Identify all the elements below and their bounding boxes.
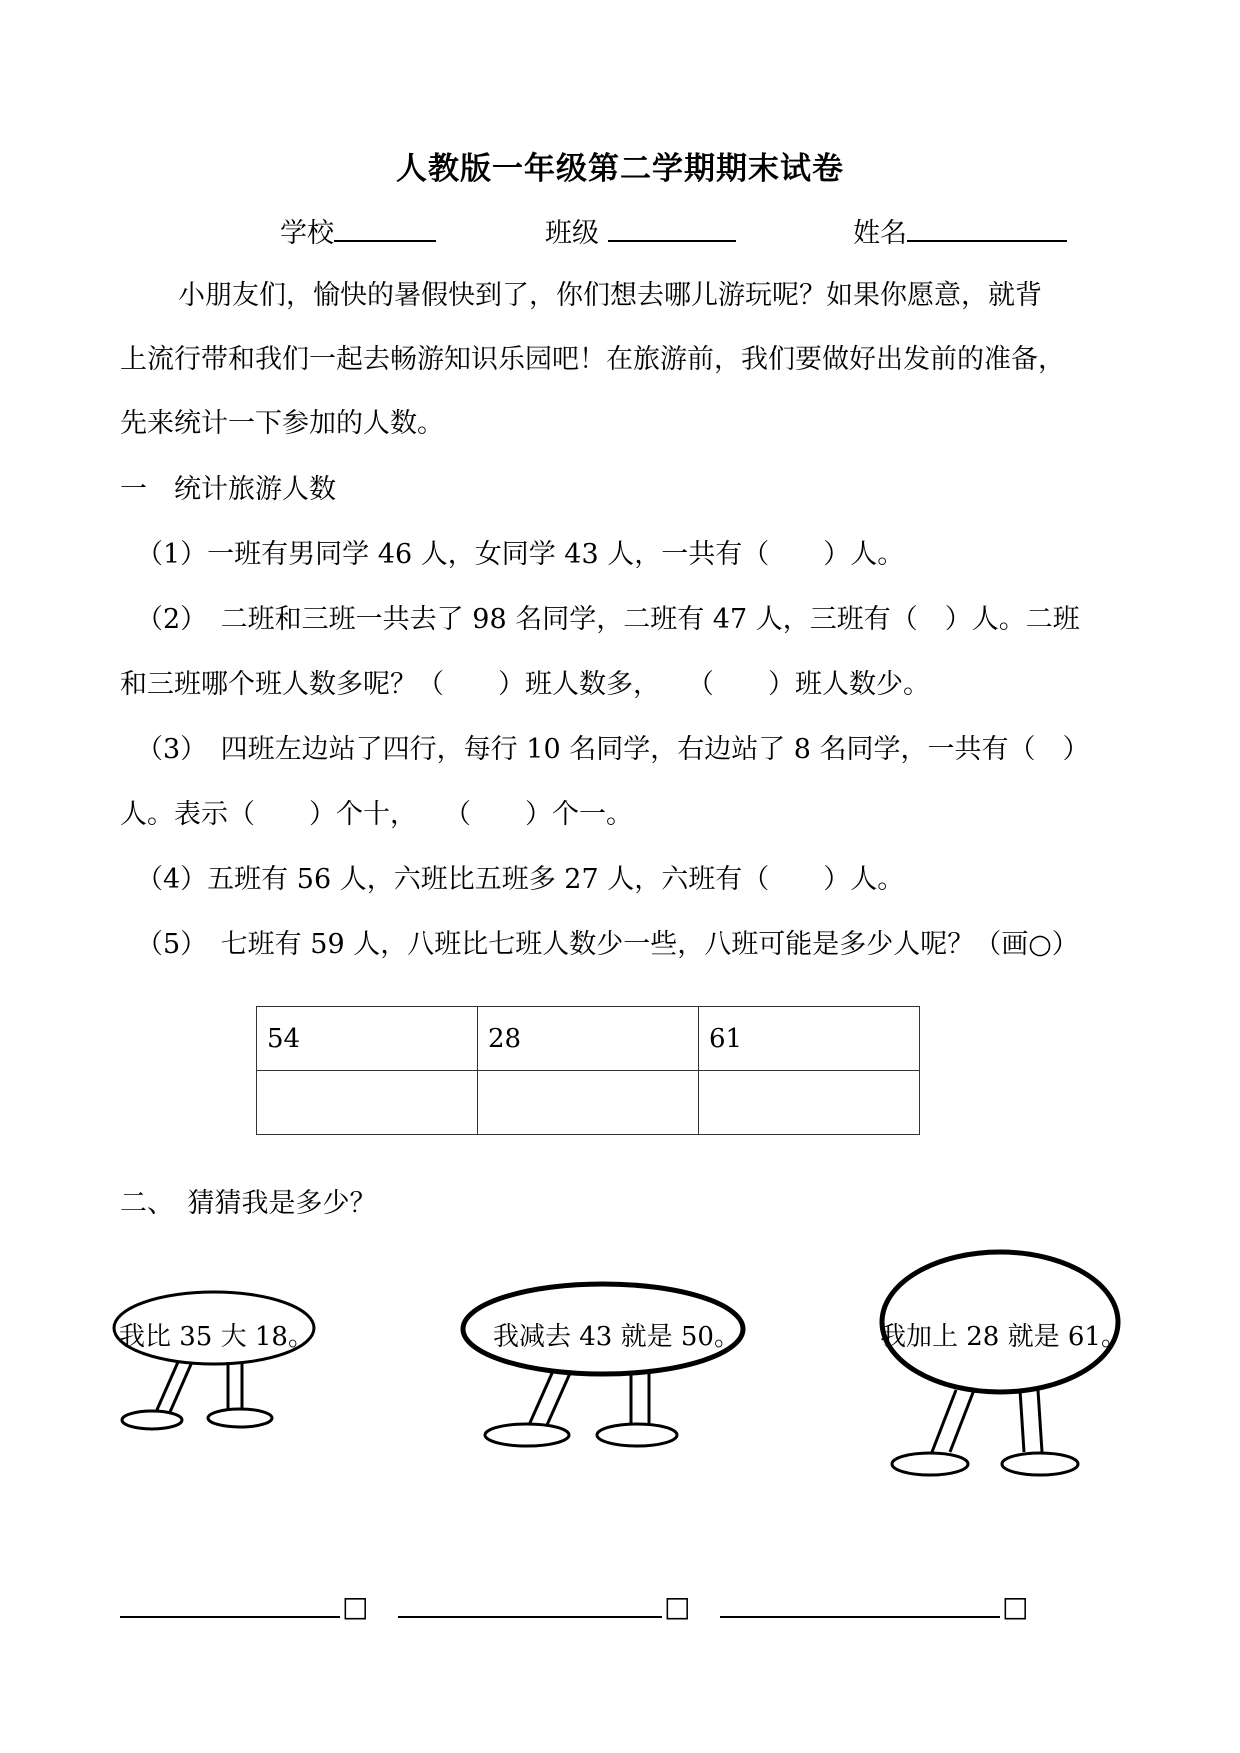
answer-line-2[interactable]: [398, 1616, 662, 1618]
answer-cell[interactable]: [257, 1071, 478, 1135]
option-cell[interactable]: 61: [699, 1007, 920, 1071]
question-2-line-2: 和三班哪个班人数多呢？（ ）班人数多， （ ）班人数少。: [120, 669, 930, 700]
option-cell[interactable]: 28: [478, 1007, 699, 1071]
section1-heading: 一 统计旅游人数: [120, 474, 336, 505]
answer-cell[interactable]: [478, 1071, 699, 1135]
question-3-line-1: （3） 四班左边站了四行，每行 10 名同学，右边站了 8 名同学，一共有（ ）: [136, 734, 1090, 765]
answer-line-3[interactable]: [720, 1616, 1000, 1618]
question-3-line-2: 人。表示（ ）个十， （ ）个一。: [120, 799, 633, 830]
class-label: 班级: [545, 218, 599, 249]
answer-line-1[interactable]: [120, 1616, 340, 1618]
circle-choice-table: [256, 1006, 920, 1135]
answer-box-2[interactable]: □: [664, 1590, 691, 1623]
figure-2-text: 我减去 43 就是 50。: [493, 1322, 740, 1352]
school-label: 学校: [280, 218, 334, 249]
question-4: （4）五班有 56 人，六班比五班多 27 人，六班有（ ）人。: [136, 864, 905, 895]
round-figure-icon: [870, 1240, 1130, 1490]
name-field: [853, 214, 1067, 247]
intro-line-3: 先来统计一下参加的人数。: [120, 408, 444, 439]
intro-line-1: 小朋友们，愉快的暑假快到了，你们想去哪儿游玩呢？如果你愿意，就背: [178, 280, 1042, 311]
round-figure-icon: [100, 1270, 340, 1440]
option-row: [257, 1007, 920, 1071]
name-label: 姓名: [853, 218, 907, 249]
school-blank[interactable]: [334, 214, 436, 242]
figure-1-text: 我比 35 大 18。: [119, 1322, 314, 1352]
school-field: [280, 214, 436, 247]
figure-3-text: 我加上 28 就是 61。: [880, 1322, 1127, 1352]
answer-box-3[interactable]: □: [1002, 1590, 1029, 1623]
page-title: 人教版一年级第二学期期末试卷: [396, 151, 844, 187]
question-1: （1）一班有男同学 46 人，女同学 43 人，一共有（ ）人。: [136, 539, 905, 570]
answer-box-1[interactable]: □: [342, 1590, 369, 1623]
intro-line-2: 上流行带和我们一起去畅游知识乐园吧！在旅游前，我们要做好出发前的准备，: [120, 344, 1065, 375]
section2-heading: 二、 猜猜我是多少？: [120, 1188, 377, 1219]
answer-row: [257, 1071, 920, 1135]
name-blank[interactable]: [907, 214, 1067, 242]
question-2-line-1: （2） 二班和三班一共去了 98 名同学，二班有 47 人，三班有（ ）人。二班: [136, 604, 1080, 635]
round-figure-icon: [445, 1265, 765, 1455]
class-blank[interactable]: [608, 214, 736, 242]
class-field: [545, 214, 736, 247]
answer-cell[interactable]: [699, 1071, 920, 1135]
question-5: （5） 七班有 59 人，八班比七班人数少一些，八班可能是多少人呢？（画○）: [136, 929, 1079, 960]
option-cell[interactable]: 54: [257, 1007, 478, 1071]
